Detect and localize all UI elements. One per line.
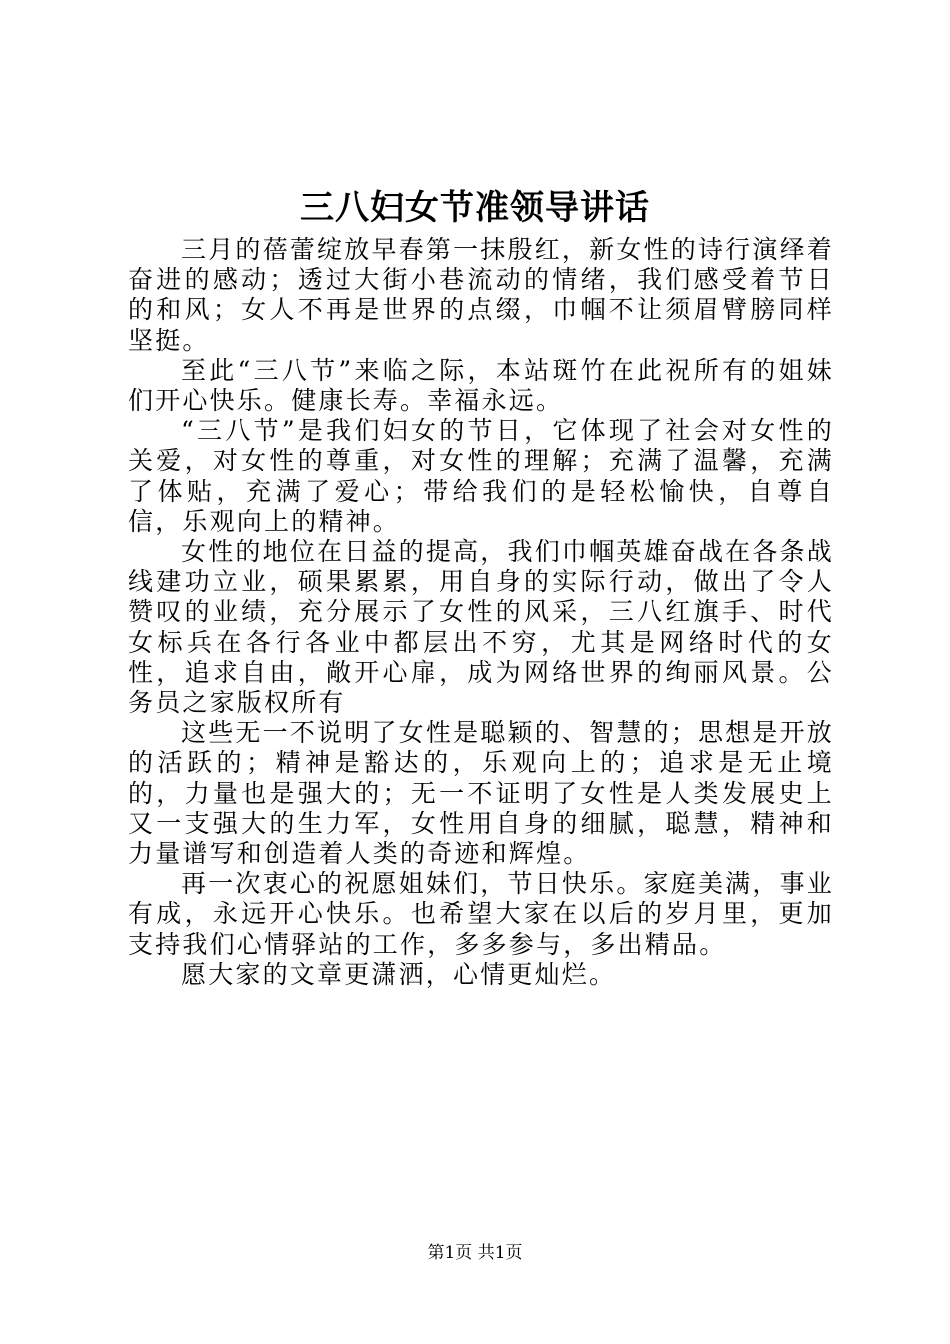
paragraph-3: “三八节”是我们妇女的节日，它体现了社会对女性的关爱，对女性的尊重，对女性的理解；充满了温馨，充满了体贴，充满了爱心；带给我们的是轻松愉快，自尊自信，乐观向上的精神。 xyxy=(128,416,834,536)
paragraph-6: 再一次衷心的祝愿姐妹们，节日快乐。家庭美满，事业有成，永远开心快乐。也希望大家在以后的岁月里，更加支持我们心情驿站的工作，多多参与，多出精品。 xyxy=(128,869,834,959)
document-title: 三八妇女节准领导讲话 xyxy=(300,188,650,228)
paragraph-1: 三月的蓓蕾绽放早春第一抹殷红，新女性的诗行演绎着奋进的感动；透过大街小巷流动的情绪，我们感受着节日的和风；女人不再是世界的点缀，巾帼不让须眉臂膀同样坚挺。 xyxy=(128,235,834,355)
paragraph-7: 愿大家的文章更潇洒，心情更灿烂。 xyxy=(181,959,617,989)
paragraph-2: 至此“三八节”来临之际，本站斑竹在此祝所有的姐妹们开心快乐。健康长寿。幸福永远。 xyxy=(128,355,834,416)
page-footer: 第1页 共1页 xyxy=(427,1243,523,1263)
paragraph-4: 女性的地位在日益的提高，我们巾帼英雄奋战在各条战线建功立业，硕果累累，用自身的实际行动，做出了令人赞叹的业绩，充分展示了女性的风采，三八红旗手、时代女标兵在各行各业中都层出不穷，尤其是网络时代的女性，追求自由，敞开心扉，成为网络世界的绚丽风景。公务员之家版权所有 xyxy=(128,537,834,718)
paragraph-5: 这些无一不说明了女性是聪颖的、智慧的；思想是开放的活跃的；精神是豁达的，乐观向上的；追求是无止境的，力量也是强大的；无一不证明了女性是人类发展史上又一支强大的生力军，女性用自身的细腻，聪慧，精神和力量谱写和创造着人类的奇迹和辉煌。 xyxy=(128,718,834,869)
document-body xyxy=(128,235,834,990)
